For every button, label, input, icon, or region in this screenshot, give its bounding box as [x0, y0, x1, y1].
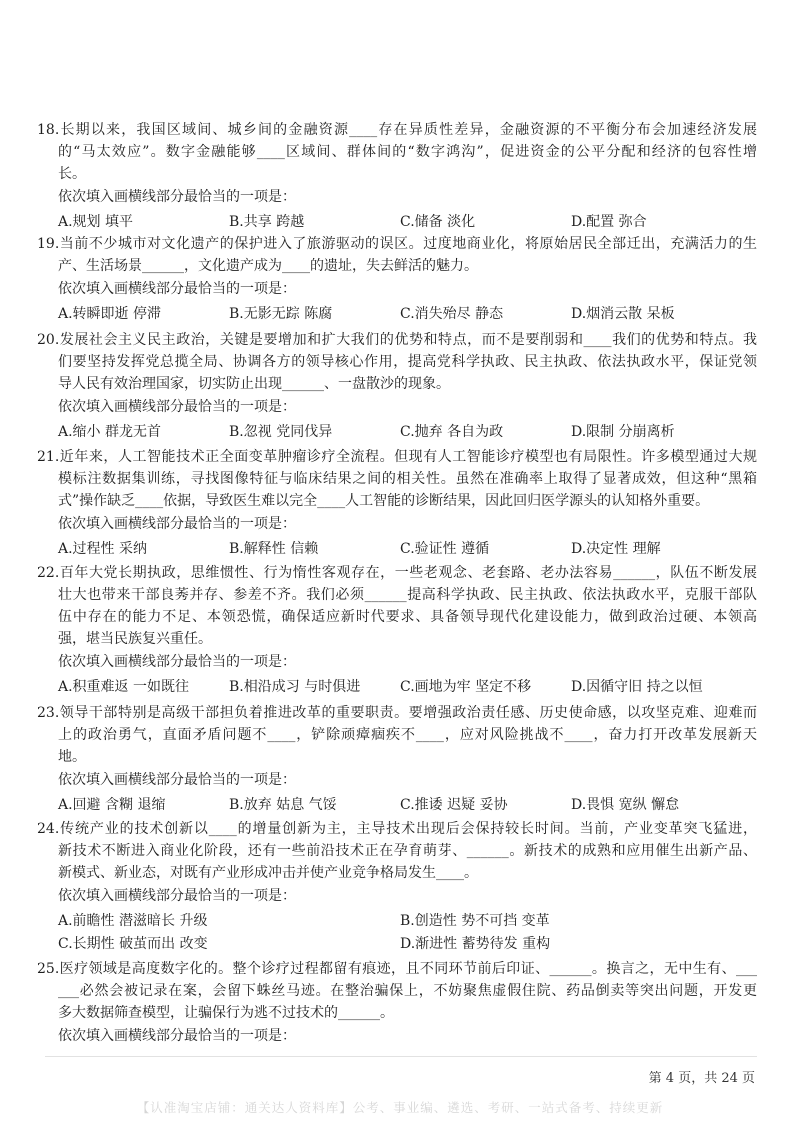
question-text-line: 伍中存在的能力不足、本领恐慌，确保适应新时代要求、具备领导现代化建设能力，做到政治过硬、本领高: [58, 609, 757, 625]
question-number: 24.: [37, 821, 60, 837]
question-text-line: 的“马太效应”。数字金融能够____区域间、群体间的“数字鸿沟”，促进资金的公平分配和经济的包容性增: [58, 144, 757, 160]
question-text: 发展社会主义民主政治，关键是要增加和扩大我们的优势和特点，而不是要削弱和____我们的优势和特点。我: [59, 332, 757, 348]
question-prompt: 依次填入画横线部分最恰当的一项是：: [58, 654, 296, 670]
options-row: [58, 676, 757, 698]
options-row: [58, 933, 757, 955]
question-18: [37, 119, 757, 233]
question-text-line: [37, 233, 757, 255]
option-a: A.规划 填平: [58, 214, 134, 230]
option-b: B.共享 跨越: [229, 214, 305, 230]
option-c: C.储备 淡化: [400, 214, 476, 230]
question-number: 23.: [37, 705, 60, 721]
question-text-line: 上的政治勇气，直面矛盾问题不____，铲除顽瘴痼疾不____，应对风险挑战不____，奋力打开改革发展新天: [58, 727, 757, 743]
question-prompt: 依次填入画横线部分最恰当的一项是：: [58, 189, 296, 205]
question-prompt: 依次填入画横线部分最恰当的一项是：: [58, 281, 296, 297]
option-b: B.放弃 姑息 气馁: [229, 797, 337, 813]
question-number: 25.: [37, 961, 60, 977]
question-24: [37, 818, 757, 955]
question-text: 近年来，人工智能技术正全面变革肿瘤诊疗全流程。但现有人工智能诊疗模型也有局限性。许多模型通过大规: [59, 449, 757, 465]
question-text-line: 强，堪当民族复兴重任。: [58, 631, 212, 647]
option-d: D.配置 弥合: [571, 214, 647, 230]
option-a: A.积重难返 一如既往: [58, 679, 190, 695]
option-b: B.无影无踪 陈腐: [229, 306, 333, 322]
question-number: 20.: [37, 332, 60, 348]
watermark-text: 【认准淘宝店铺：通关达人资料库】公考、事业编、遴选、考研、一站式备考、持续更新: [136, 1100, 664, 1115]
option-b: B.创造性 势不可挡 变革: [400, 913, 550, 929]
question-text-line: 们要坚持发挥党总揽全局、协调各方的领导核心作用，提高党科学执政、民主执政、依法执政水平，保证党领: [58, 354, 757, 370]
option-b: B.解释性 信赖: [229, 541, 319, 557]
option-a: A.缩小 群龙无首: [58, 424, 162, 440]
question-20: [37, 329, 757, 443]
option-d: D.烟消云散 呆板: [571, 306, 675, 322]
option-d: D.决定性 理解: [571, 541, 661, 557]
question-text-line: [37, 329, 757, 351]
option-d: D.渐进性 蓄势待发 重构: [400, 936, 551, 952]
option-a: A.回避 含糊 退缩: [58, 797, 166, 813]
question-text-line: 模标注数据集训练，寻找图像特征与临床结果之间的相关性。虽然在准确率上取得了显著成效，但这种“黑箱: [58, 471, 757, 487]
question-text: 医疗领域是高度数字化的。整个诊疗过程都留有痕迹，且不同环节前后印证、______。换言之，无中生有、___: [59, 961, 757, 977]
question-text: 领导干部特别是高级干部担负着推进改革的重要职责。要增强政治责任感、历史使命感，以攻坚克难、迎难而: [59, 705, 757, 721]
question-text-line: 长。: [58, 166, 86, 182]
question-text-line: 新模式、新业态，对既有产业形成冲击并使产业竞争格局发生____。: [58, 865, 478, 881]
option-c: C.长期性 破茧而出 改变: [58, 936, 208, 952]
options-row: [58, 538, 757, 560]
question-text-line: 壮大也带来干部良莠并存、参差不齐。我们必须______提高科学执政、民主执政、依法执政水平，克服干部队: [58, 587, 757, 603]
question-21: [37, 446, 757, 560]
question-text-line: [37, 562, 757, 584]
option-b: B.忽视 党同伐异: [229, 424, 333, 440]
question-23: [37, 702, 757, 816]
options-row: [58, 910, 757, 932]
question-25: [37, 958, 757, 1047]
question-text-line: [37, 702, 757, 724]
question-text-line: ___必然会被记录在案，会留下蛛丝马迹。在整治骗保上，不妨聚焦虚假住院、药品倒卖等突出问题，开发更: [58, 983, 757, 999]
question-prompt: 依次填入画横线部分最恰当的一项是：: [58, 399, 296, 415]
option-c: C.推诿 迟疑 妥协: [400, 797, 508, 813]
question-number: 19.: [37, 236, 60, 252]
options-row: [58, 794, 757, 816]
question-text-line: [37, 446, 757, 468]
question-prompt: 依次填入画横线部分最恰当的一项是：: [58, 888, 296, 904]
question-number: 21.: [37, 449, 60, 465]
option-a: A.前瞻性 潜滋暗长 升级: [58, 913, 208, 929]
options-row: [58, 421, 757, 443]
option-c: C.画地为牢 坚定不移: [400, 679, 532, 695]
question-text-line: 式”操作缺乏____依据，导致医生难以完全____人工智能的诊断结果，因此回归医学源头的认知格外重要。: [58, 493, 710, 509]
question-text-line: 多大数据筛查模型，让骗保行为逃不过技术的______。: [58, 1005, 394, 1021]
page-number: 第 4 页，共 24 页: [648, 1071, 755, 1086]
option-c: C.验证性 遵循: [400, 541, 490, 557]
question-text-line: 新技术不断进入商业化阶段，还有一些前沿技术正在孕育萌芽、______。新技术的成熟和应用催生出新产品、: [58, 843, 757, 859]
option-c: C.抛弃 各自为政: [400, 424, 504, 440]
question-text: 百年大党长期执政，思维惯性、行为惰性客观存在，一些老观念、老套路、老办法容易______，队伍不断发展: [59, 565, 757, 581]
question-text-line: [37, 818, 757, 840]
options-row: [58, 303, 757, 325]
question-text-line: 导人民有效治理国家，切实防止出现______、一盘散沙的现象。: [58, 376, 450, 392]
question-text-line: 地。: [58, 749, 86, 765]
question-text-line: 产、生活场景______，文化遗产成为____的遗址，失去鲜活的魅力。: [58, 258, 478, 274]
option-d: D.因循守旧 持之以恒: [571, 679, 703, 695]
option-d: D.畏惧 宽纵 懈怠: [571, 797, 680, 813]
question-prompt: 依次填入画横线部分最恰当的一项是：: [58, 516, 296, 532]
option-a: A.过程性 采纳: [58, 541, 148, 557]
option-a: A.转瞬即逝 停滞: [58, 306, 162, 322]
footer-divider: [45, 1056, 757, 1057]
options-row: [58, 211, 757, 233]
question-number: 18.: [37, 122, 60, 138]
question-22: [37, 562, 757, 698]
question-text: 长期以来，我国区域间、城乡间的金融资源____存在异质性差异，金融资源的不平衡分布会加速经济发展: [59, 122, 757, 138]
question-prompt: 依次填入画横线部分最恰当的一项是：: [58, 1028, 296, 1044]
option-c: C.消失殆尽 静态: [400, 306, 504, 322]
question-prompt: 依次填入画横线部分最恰当的一项是：: [58, 772, 296, 788]
option-d: D.限制 分崩离析: [571, 424, 675, 440]
question-text: 传统产业的技术创新以____的增量创新为主，主导技术出现后会保持较长时间。当前，产业变革突飞猛进，: [59, 821, 757, 837]
question-text-line: [37, 119, 757, 141]
question-text-line: [37, 958, 757, 980]
question-19: [37, 233, 757, 325]
option-b: B.相沿成习 与时俱进: [229, 679, 361, 695]
question-text: 当前不少城市对文化遗产的保护进入了旅游驱动的误区。过度地商业化，将原始居民全部迁出，充满活力的生: [59, 236, 757, 252]
question-number: 22.: [37, 565, 60, 581]
